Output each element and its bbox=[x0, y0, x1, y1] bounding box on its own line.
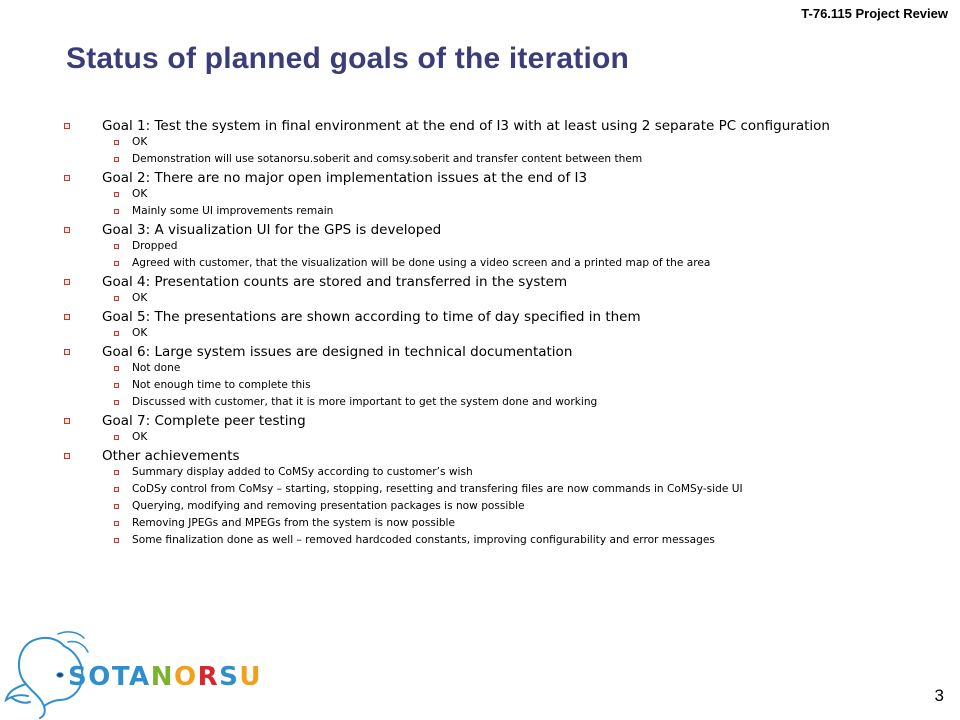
square-bullet-icon bbox=[114, 487, 119, 492]
square-bullet-icon bbox=[114, 331, 119, 336]
page-number: 3 bbox=[934, 686, 944, 705]
goal-subitem bbox=[114, 500, 894, 512]
square-bullet-icon bbox=[64, 227, 70, 233]
square-bullet-icon bbox=[114, 244, 119, 249]
square-bullet-icon bbox=[64, 453, 70, 459]
goal-subitem bbox=[114, 362, 894, 374]
goal-item bbox=[64, 170, 894, 217]
goal-subitem-text: Agreed with customer, that the visualization will be done using a video screen and a printed map of the area bbox=[132, 257, 711, 269]
goal-subitem bbox=[114, 240, 894, 252]
goal-row bbox=[64, 222, 894, 238]
goal-text: Goal 6: Large system issues are designed in technical documentation bbox=[102, 344, 573, 360]
goal-text: Goal 1: Test the system in final environment at the end of I3 with at least using 2 separate PC configuration bbox=[102, 118, 830, 134]
square-bullet-icon bbox=[114, 521, 119, 526]
goal-row bbox=[64, 413, 894, 429]
goal-text: Goal 3: A visualization UI for the GPS is developed bbox=[102, 222, 442, 238]
square-bullet-icon bbox=[64, 314, 70, 320]
square-bullet-icon bbox=[114, 209, 119, 214]
goal-subitem-text: Not done bbox=[132, 362, 181, 374]
course-header: T-76.115 Project Review bbox=[801, 6, 948, 21]
goal-subitem-text: OK bbox=[132, 136, 148, 148]
square-bullet-icon bbox=[114, 192, 119, 197]
goal-subitem bbox=[114, 379, 894, 391]
goal-subitem bbox=[114, 396, 894, 408]
square-bullet-icon bbox=[64, 279, 70, 285]
goal-row bbox=[64, 309, 894, 325]
square-bullet-icon bbox=[114, 383, 119, 388]
square-bullet-icon bbox=[114, 538, 119, 543]
goal-subitem-text: Some finalization done as well – removed hardcoded constants, improving configurability and error messages bbox=[132, 534, 715, 546]
goal-subitem-text: OK bbox=[132, 188, 148, 200]
logo-letter: O bbox=[173, 662, 198, 692]
goal-subitem-text: Mainly some UI improvements remain bbox=[132, 205, 334, 217]
goal-subitem bbox=[114, 257, 894, 269]
square-bullet-icon bbox=[114, 157, 119, 162]
logo-letter: S bbox=[219, 662, 240, 692]
square-bullet-icon bbox=[114, 140, 119, 145]
goal-row bbox=[64, 170, 894, 186]
goal-text: Other achievements bbox=[102, 448, 240, 464]
goal-row bbox=[64, 344, 894, 360]
goal-subitem bbox=[114, 534, 894, 546]
goal-item bbox=[64, 309, 894, 339]
logo-text bbox=[68, 662, 262, 692]
goal-subitem-text: OK bbox=[132, 292, 148, 304]
goal-subitem-text: Dropped bbox=[132, 240, 178, 252]
goal-subitem bbox=[114, 466, 894, 478]
elephant-eye-icon bbox=[57, 673, 63, 677]
square-bullet-icon bbox=[114, 366, 119, 371]
goal-text: Goal 2: There are no major open implementation issues at the end of I3 bbox=[102, 170, 588, 186]
goal-subitem-text: Querying, modifying and removing presentation packages is now possible bbox=[132, 500, 525, 512]
logo-letter: U bbox=[239, 662, 262, 692]
goal-subitem bbox=[114, 292, 894, 304]
square-bullet-icon bbox=[114, 261, 119, 266]
logo-letter: S bbox=[68, 662, 89, 692]
goal-subitem bbox=[114, 188, 894, 200]
goal-subitem-text: Summary display added to CoMSy according to customer’s wish bbox=[132, 466, 473, 478]
goal-subitem bbox=[114, 517, 894, 529]
goal-subitem bbox=[114, 205, 894, 217]
goal-subitem-text: OK bbox=[132, 431, 148, 443]
square-bullet-icon bbox=[64, 123, 70, 129]
goal-subitem-text: Demonstration will use sotanorsu.soberit and comsy.soberit and transfer content between them bbox=[132, 153, 643, 165]
goal-list bbox=[64, 118, 894, 551]
goal-subitem-text: CoDSy control from CoMsy – starting, stopping, resetting and transfering files are now commands in CoMSy-side UI bbox=[132, 483, 743, 495]
goal-subitem bbox=[114, 483, 894, 495]
goal-item bbox=[64, 118, 894, 165]
goal-subitem bbox=[114, 327, 894, 339]
goal-row bbox=[64, 448, 894, 464]
goal-text: Goal 4: Presentation counts are stored and transferred in the system bbox=[102, 274, 568, 290]
square-bullet-icon bbox=[64, 349, 70, 355]
goal-text: Goal 7: Complete peer testing bbox=[102, 413, 306, 429]
logo-letter: OTA bbox=[88, 662, 151, 692]
goal-item bbox=[64, 222, 894, 269]
logo-letter: N bbox=[150, 662, 174, 692]
goal-subitem-text: Removing JPEGs and MPEGs from the system is now possible bbox=[132, 517, 456, 529]
square-bullet-icon bbox=[114, 435, 119, 440]
goal-subitem bbox=[114, 136, 894, 148]
goal-row bbox=[64, 118, 894, 134]
logo-letter: R bbox=[197, 662, 220, 692]
goal-subitem bbox=[114, 153, 894, 165]
goal-text: Goal 5: The presentations are shown according to time of day specified in them bbox=[102, 309, 641, 325]
sotanorsu-logo bbox=[4, 630, 262, 718]
square-bullet-icon bbox=[114, 470, 119, 475]
goal-item bbox=[64, 413, 894, 443]
square-bullet-icon bbox=[64, 418, 70, 424]
goal-row bbox=[64, 274, 894, 290]
slide-title: Status of planned goals of the iteration bbox=[66, 42, 630, 75]
goal-subitem-text: OK bbox=[132, 327, 148, 339]
goal-item bbox=[64, 274, 894, 304]
square-bullet-icon bbox=[114, 296, 119, 301]
goal-subitem-text: Discussed with customer, that it is more important to get the system done and working bbox=[132, 396, 598, 408]
square-bullet-icon bbox=[64, 175, 70, 181]
goal-subitem bbox=[114, 431, 894, 443]
goal-subitem-text: Not enough time to complete this bbox=[132, 379, 311, 391]
square-bullet-icon bbox=[114, 504, 119, 509]
square-bullet-icon bbox=[114, 400, 119, 405]
goal-item bbox=[64, 448, 894, 546]
goal-item bbox=[64, 344, 894, 408]
